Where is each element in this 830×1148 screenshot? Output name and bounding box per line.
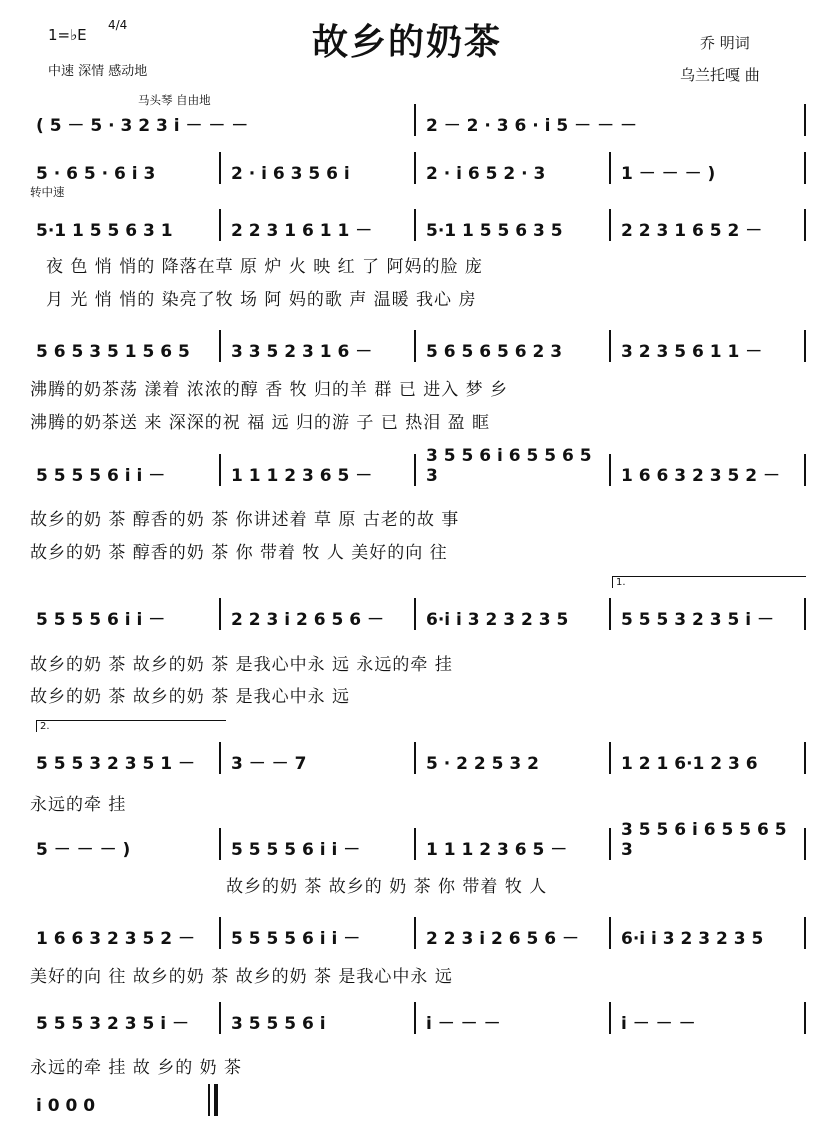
barline [609,1002,611,1034]
measure: 1 6 6 3 2 3 5 2 － [36,929,195,949]
barline [804,1002,806,1034]
barline [414,598,416,630]
barline [609,742,611,774]
barline [804,917,806,949]
barline [804,209,806,241]
measure: 5 5 5 5 6 i i － [231,840,361,860]
measure: 2 2 3 i 2 6 5 6 － [426,929,579,949]
barline [219,917,221,949]
lyric-line: 沸腾的奶茶荡 漾着 浓浓的醇 香 牧 归的羊 群 已 进入 梦 乡 [30,380,509,400]
measure: 2 2 3 i 2 6 5 6 － [231,610,384,630]
score-row [28,740,808,780]
barline [804,454,806,486]
measure: i 0 0 0 [36,1096,96,1116]
measure: 5 · 6 5 · 6 i 3 [36,164,156,184]
score-row [28,1082,808,1122]
lyric-line: 永远的牵 挂 [30,795,127,815]
song-title: 故乡的奶茶 [312,21,503,63]
second-ending-bracket: 2. [36,720,226,732]
measure: 5 5 5 3 2 3 5 1 － [36,754,195,774]
measure: 1 2 1 6·1 2 3 6 [621,754,758,774]
lyric-line: 故乡的奶 茶 故乡的奶 茶 是我心中永 远 永远的牵 挂 [30,655,453,675]
score-row [28,820,808,866]
barline [414,209,416,241]
barline [414,330,416,362]
lyric-line: 故乡的奶 茶 故乡的奶 茶 是我心中永 远 [30,687,351,707]
first-ending-bracket: 1. [612,576,806,588]
measure: 2 · i 6 5 2 · 3 [426,164,546,184]
barline [219,152,221,184]
intro-instrument-note: 马头琴 自由地 [138,93,211,107]
measure: 1 1 1 2 3 6 5 － [231,466,373,486]
measure: 3 5 5 5 6 i [231,1014,326,1034]
tempo-expression: 中速 深情 感动地 [48,64,148,79]
barline [219,454,221,486]
measure: 3 5 5 6 i 6 5 5 6 5 3 [621,820,787,860]
measure: 2 2 3 1 6 5 2 － [621,221,763,241]
barline [208,1084,210,1116]
barline [414,828,416,860]
lyric-line: 夜 色 悄 悄的 降落在草 原 炉 火 映 红 了 阿妈的脸 庞 [46,257,483,277]
score-row [28,102,808,142]
measure: 6·i i 3 2 3 2 3 5 [621,929,764,949]
barline [414,917,416,949]
lyric-line: 故乡的奶 茶 故乡的 奶 茶 你 带着 牧 人 [226,877,548,897]
measure: ( 5 － 5 · 3 2 3 i － － － [36,116,249,136]
measure: 6·i i 3 2 3 2 3 5 [426,610,569,630]
lyricist: 乔 明词 [700,34,750,52]
score-row [28,328,808,368]
measure: 2 · i 6 3 5 6 i [231,164,350,184]
measure: 2 2 3 1 6 1 1 － [231,221,373,241]
barline [414,152,416,184]
barline [609,330,611,362]
barline [804,330,806,362]
composer: 乌兰托嘎 曲 [680,66,760,84]
time-signature: 4/4 [108,18,128,32]
measure: 1 － － － ) [621,164,716,184]
measure: 5 5 5 5 6 i i － [36,466,166,486]
barline [609,454,611,486]
measure: 5·1 1 5 5 6 3 5 [426,221,563,241]
measure: 5 5 5 3 2 3 5 i － [36,1014,189,1034]
measure: 5 5 5 5 6 i i － [36,610,166,630]
barline [219,209,221,241]
barline [219,1002,221,1034]
measure: i － － － [426,1014,501,1034]
barline [804,828,806,860]
lyric-line: 故乡的奶 茶 醇香的奶 茶 你 带着 牧 人 美好的向 往 [30,543,448,563]
measure: 5·1 1 5 5 6 3 1 [36,221,173,241]
lyric-line: 永远的牵 挂 故 乡的 奶 茶 [30,1058,243,1078]
key-signature: 1=♭E [48,26,87,44]
barline [414,742,416,774]
measure: 3 5 5 6 i 6 5 5 6 5 3 [426,446,592,486]
measure: 3 3 5 2 3 1 6 － [231,342,373,362]
barline [609,917,611,949]
measure: 5 · 2 2 5 3 2 [426,754,539,774]
measure: 5 － － － ) [36,840,131,860]
barline [609,598,611,630]
measure: 5 6 5 6 5 6 2 3 [426,342,563,362]
barline [414,1002,416,1034]
barline [414,104,416,136]
lyric-line: 美好的向 往 故乡的奶 茶 故乡的奶 茶 是我心中永 远 [30,967,453,987]
measure: 2 － 2 · 3 6 · i 5 － － － [426,116,637,136]
barline [219,828,221,860]
barline [804,152,806,184]
tempo-change-note: 转中速 [30,185,65,199]
score-row [28,207,808,247]
measure: 1 1 1 2 3 6 5 － [426,840,568,860]
barline [804,742,806,774]
barline [219,330,221,362]
barline [219,598,221,630]
measure: 3 2 3 5 6 1 1 － [621,342,763,362]
score-row [28,446,808,492]
measure: 5 5 5 3 2 3 5 i － [621,610,774,630]
measure: 1 6 6 3 2 3 5 2 － [621,466,780,486]
measure: 5 5 5 5 6 i i － [231,929,361,949]
measure: 5 6 5 3 5 1 5 6 5 [36,342,190,362]
lyric-line: 故乡的奶 茶 醇香的奶 茶 你讲述着 草 原 古老的故 事 [30,510,460,530]
score-row [28,150,808,190]
lyric-line: 沸腾的奶茶送 来 深深的祝 福 远 归的游 子 已 热泪 盈 眶 [30,413,491,433]
barline [804,598,806,630]
measure: 3 － － 7 [231,754,307,774]
barline [219,742,221,774]
score-row [28,915,808,955]
score-row [28,596,808,636]
barline [609,209,611,241]
score-row [28,1000,808,1040]
barline [609,152,611,184]
final-barline [214,1084,218,1116]
measure: i － － － [621,1014,696,1034]
barline [804,104,806,136]
barline [414,454,416,486]
barline [609,828,611,860]
lyric-line: 月 光 悄 悄的 染亮了牧 场 阿 妈的歌 声 温暖 我心 房 [46,290,477,310]
